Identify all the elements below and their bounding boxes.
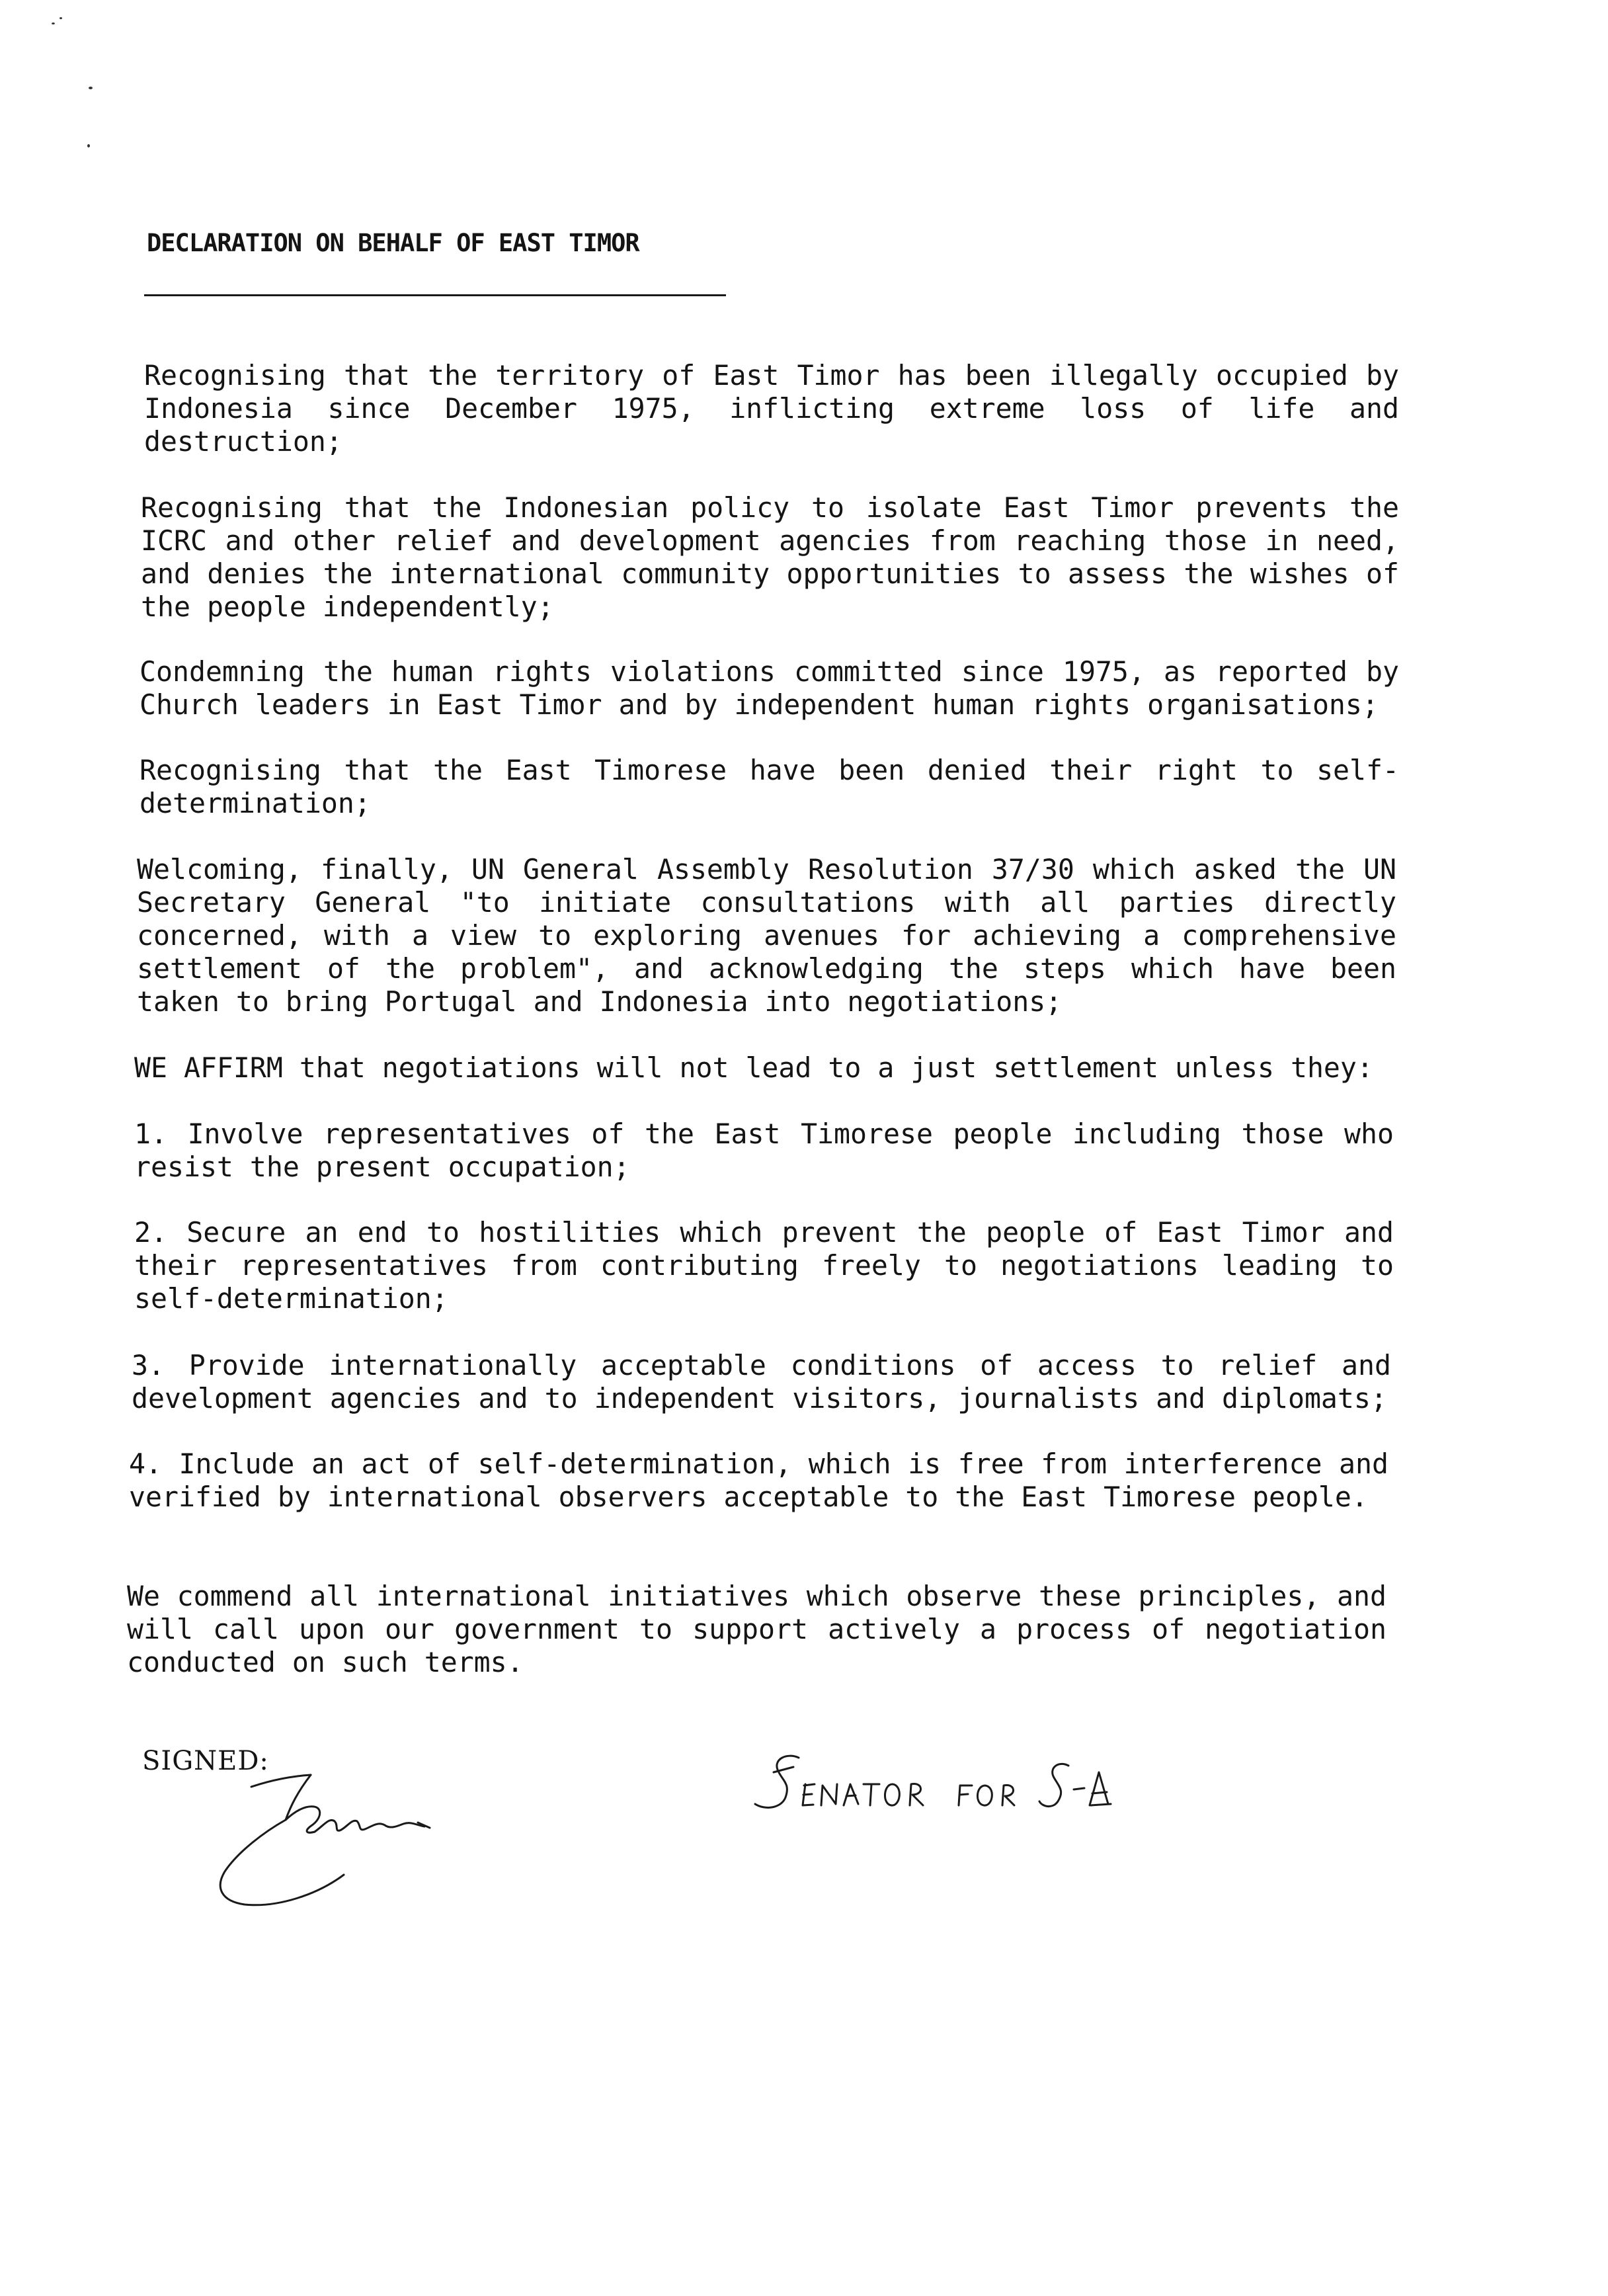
- paragraph-welcoming-resolution: Welcoming, finally, UN General Assembly Resolution 37/30 which asked the UN Secretary General "to initiate consultations with all parties directly concerned, with a view to exploring avenues for achieving a comprehensive settlement of the problem", and acknowledging the steps which have been taken to bring Portugal and Indonesia into negotiations;: [137, 853, 1396, 1018]
- list-item-1: 1. Involve representatives of the East Timorese people including those who resist the present occupation;: [134, 1118, 1394, 1183]
- paragraph-commendation: We commend all international initiatives which observe these principles, and will call upon our government to support actively a process of negotiation conducted on such terms.: [127, 1580, 1387, 1678]
- paragraph-affirmation: WE AFFIRM that negotiations will not lead to a just settlement unless they:: [134, 1051, 1373, 1084]
- scan-speck: [52, 22, 55, 24]
- signed-label: SIGNED:: [142, 1746, 269, 1776]
- paragraph-recital-occupation: Recognising that the territory of East Timor has been illegally occupied by Indonesia since December 1975, inflicting extreme loss of life and destruction;: [144, 359, 1399, 458]
- handwritten-note-drawing: [747, 1746, 1157, 1825]
- scan-speck: [60, 17, 62, 19]
- handwritten-senator-note: [747, 1746, 1157, 1825]
- scan-speck: [89, 87, 93, 89]
- handwritten-signature: [205, 1766, 483, 1918]
- scan-speck: [87, 144, 90, 147]
- paragraph-recital-isolation: Recognising that the Indonesian policy to isolate East Timor prevents the ICRC and other relief and development agencies from reaching those in need, and denies the international community opportunities to assess the wishes of the people independently;: [141, 491, 1399, 623]
- paragraph-recital-human-rights: Condemning the human rights violations committed since 1975, as reported by Church leaders in East Timor and by independent human rights organisations;: [140, 655, 1399, 721]
- paragraph-recital-self-determination: Recognising that the East Timorese have been denied their right to self-determination;: [140, 754, 1399, 819]
- document-title: DECLARATION ON BEHALF OF EAST TIMOR: [147, 229, 639, 257]
- list-item-4: 4. Include an act of self-determination, which is free from interference and verified by international observers acceptable to the East Timorese people.: [129, 1448, 1388, 1513]
- signature-drawing: [205, 1766, 483, 1918]
- title-underline: [144, 294, 726, 296]
- list-item-3: 3. Provide internationally acceptable conditions of access to relief and development agencies and to independent visitors, journalists and diplomats;: [132, 1349, 1391, 1414]
- list-item-2: 2. Secure an end to hostilities which prevent the people of East Timor and their representatives from contributing freely to negotiations leading to self-determination;: [134, 1216, 1394, 1315]
